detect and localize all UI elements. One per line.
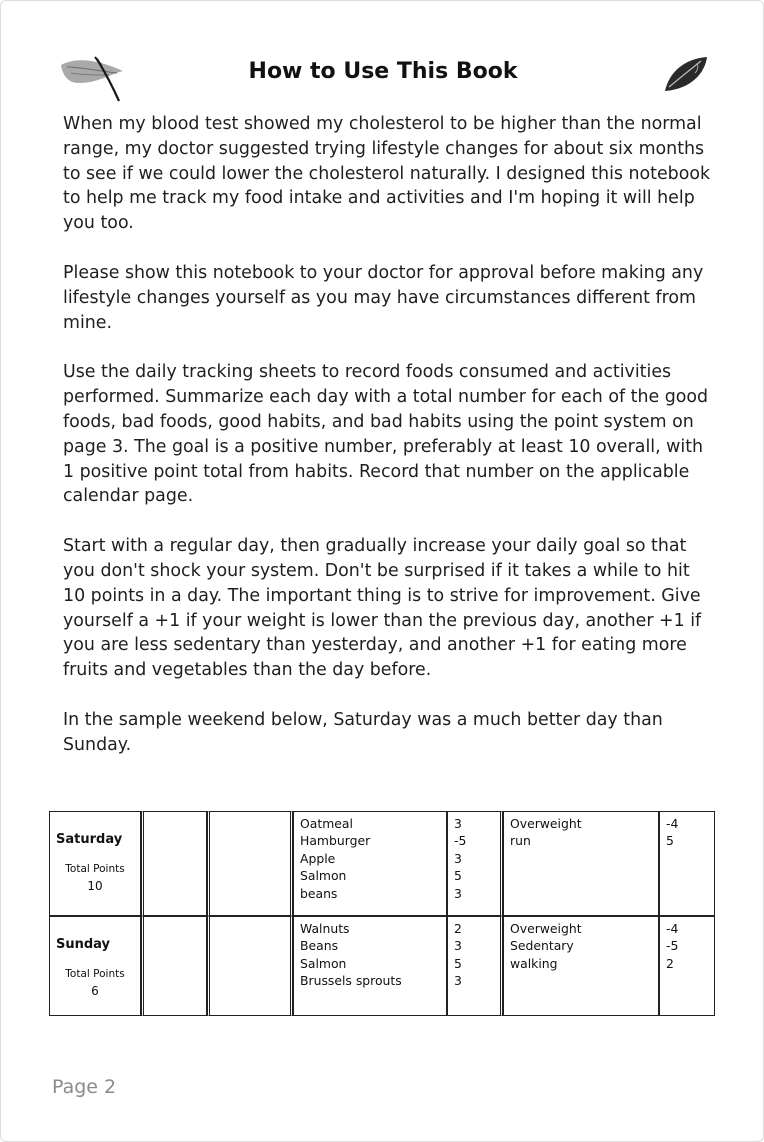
food-points-cell (447, 811, 503, 916)
food-points: 5 (454, 955, 462, 971)
blank-cell (207, 811, 293, 916)
blank-cell (141, 811, 207, 916)
table-row (49, 916, 715, 1016)
day-cell (49, 811, 141, 916)
page-header (1, 53, 764, 97)
table-row (49, 811, 715, 916)
total-points-value: 6 (91, 984, 99, 998)
habits-cell (503, 916, 659, 1016)
food-item: Oatmeal (300, 816, 353, 831)
total-points-label: Total Points (65, 863, 125, 875)
paragraph-doctor-approval: Please show this notebook to your doctor for approval before making any lifestyle changes yourself as you may have circumstances different from mine. (63, 262, 704, 333)
sample-tracking-table (49, 811, 715, 1021)
habit-item: Overweight (510, 921, 582, 936)
day-cell (49, 916, 141, 1016)
food-item: Walnuts (300, 921, 350, 936)
food-points: 3 (454, 973, 462, 989)
food-item: beans (300, 885, 338, 901)
food-points: 3 (454, 885, 462, 901)
food-item: Apple (300, 850, 336, 866)
habit-points: -4 (666, 816, 679, 831)
food-item: Beans (300, 938, 339, 954)
leaf-icon (661, 53, 711, 95)
paragraph-intro: When my blood test showed my cholesterol to be higher than the normal range, my doctor suggested trying lifestyle changes for about six months to see if we could lower the cholesterol naturally. I designed this notebook to help me track my food intake and activities and I'm hoping it will help you too. (63, 114, 711, 234)
food-item: Brussels sprouts (300, 973, 402, 989)
habit-points: 5 (666, 833, 674, 849)
paragraph-sample: In the sample weekend below, Saturday was a much better day than Sunday. (63, 709, 663, 755)
foods-cell (293, 916, 447, 1016)
habit-points: -5 (666, 938, 679, 954)
paragraph-tracking: Use the daily tracking sheets to record foods consumed and activities performed. Summarize each day with a total number for each of the good foods, bad foods, good habits, and bad habits using the point system on page 3. The goal is a positive number, preferably at least 10 overall, with 1 positive point total from habits. Record that number on the applicable calendar page. (63, 362, 709, 507)
food-points-cell (447, 916, 503, 1016)
habit-points: 2 (666, 955, 674, 971)
habit-item: run (510, 833, 531, 849)
food-item: Hamburger (300, 833, 371, 849)
day-name: Sunday (56, 937, 111, 952)
habit-item: walking (510, 955, 558, 971)
habit-item: Overweight (510, 816, 582, 831)
habit-points-cell (659, 916, 715, 1016)
habits-cell (503, 811, 659, 916)
foods-cell (293, 811, 447, 916)
paragraph-goals: Start with a regular day, then gradually increase your daily goal so that you don't shock your system. Don't be surprised if it takes a while to hit 10 points in a day. The important thing is to strive for improvement. Give yourself a +1 if your weight is lower than the previous day, another +1 if you are less sedentary than yesterday, and another +1 for eating more fruits and vegetables than the day before. (63, 536, 702, 681)
food-item: Salmon (300, 868, 347, 884)
habit-item: Sedentary (510, 938, 574, 954)
habit-points-cell (659, 811, 715, 916)
food-points: 3 (454, 850, 462, 866)
page-title: How to Use This Book (248, 59, 518, 84)
habit-points: -4 (666, 921, 679, 936)
food-points: 2 (454, 921, 462, 936)
food-points: 5 (454, 868, 462, 884)
day-name: Saturday (56, 832, 123, 847)
food-points: 3 (454, 816, 462, 831)
page-number: Page 2 (52, 1076, 117, 1098)
blank-cell (207, 916, 293, 1016)
total-points-label: Total Points (65, 968, 125, 980)
blank-cell (141, 916, 207, 1016)
food-points: 3 (454, 938, 462, 954)
food-points: -5 (454, 833, 467, 849)
total-points-value: 10 (87, 879, 103, 893)
instructions-text (63, 112, 713, 783)
food-item: Salmon (300, 955, 347, 971)
